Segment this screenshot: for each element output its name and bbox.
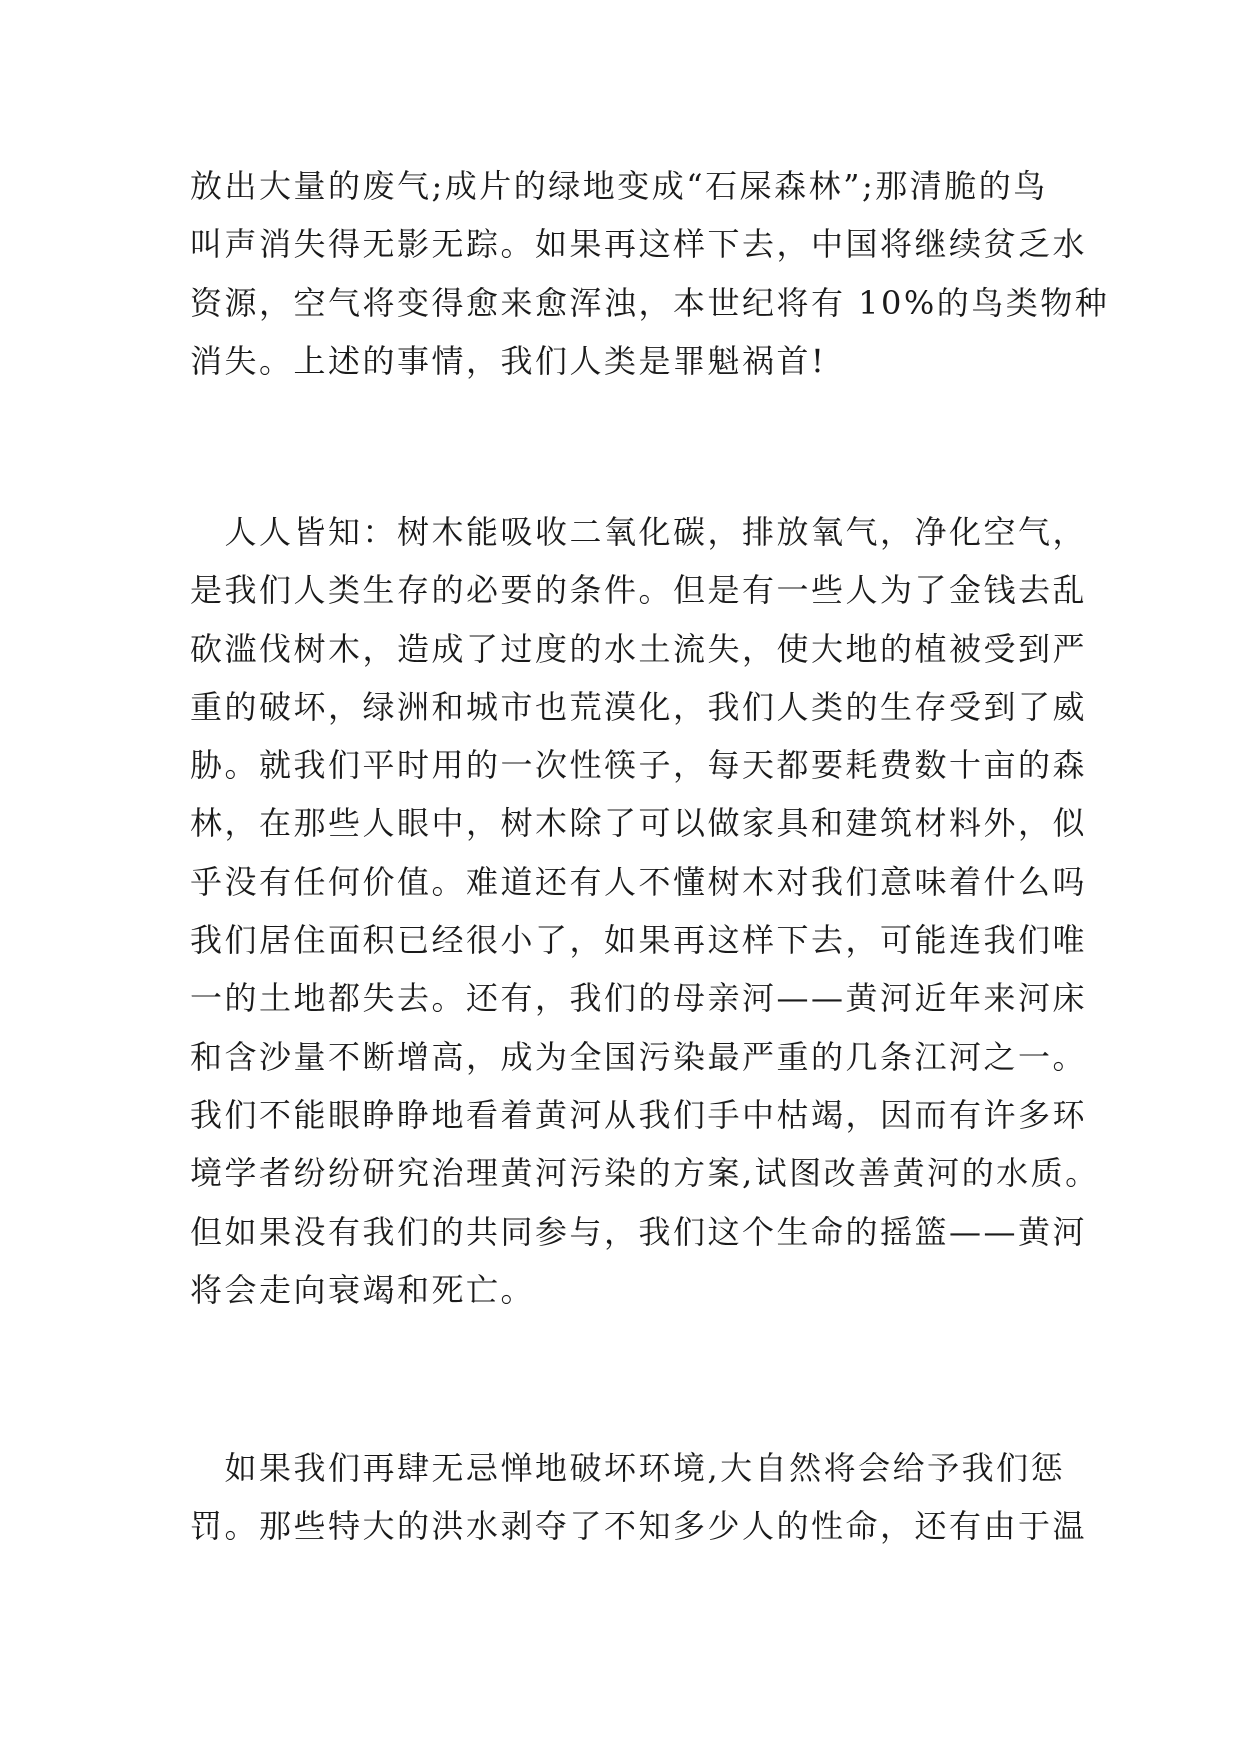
- text-line: 是我们人类生存的必要的条件。但是有一些人为了金钱去乱: [190, 571, 1088, 610]
- text-line: 我们不能眼睁睁地看着黄河从我们手中枯竭，因而有许多环: [190, 1095, 1088, 1134]
- text-line: 和含沙量不断增高，成为全国污染最严重的几条江河之一。: [190, 1037, 1088, 1076]
- text-line: 胁。就我们平时用的一次性筷子，每天都要耗费数十亩的森: [190, 746, 1088, 785]
- text-line: 重的破坏，绿洲和城市也荒漠化，我们人类的生存受到了威: [190, 687, 1088, 726]
- text-line: 如果我们再肆无忌惮地破坏环境,大自然将会给予我们惩: [190, 1449, 1066, 1487]
- paragraph-3: [190, 1439, 1090, 1556]
- text-line: 罚。那些特大的洪水剥夺了不知多少人的性命，还有由于温: [190, 1507, 1088, 1546]
- paragraph-2: [190, 503, 1100, 1319]
- text-line: 一的土地都失去。还有，我们的母亲河——黄河近年来河床: [190, 979, 1088, 1018]
- text-line: 但如果没有我们的共同参与，我们这个生命的摇篮——黄河: [190, 1212, 1088, 1251]
- paragraph-1: [190, 157, 1110, 390]
- text-line: 林，在那些人眼中，树木除了可以做家具和建筑材料外，似: [190, 804, 1088, 843]
- text-line: 砍滥伐树木，造成了过度的水土流失，使大地的植被受到严: [190, 629, 1088, 668]
- text-line: 放出大量的废气;成片的绿地变成“石屎森林”;那清脆的鸟: [190, 167, 1048, 205]
- text-line: 将会走向衰竭和死亡。: [190, 1270, 536, 1309]
- text-line: 叫声消失得无影无踪。如果再这样下去，中国将继续贫乏水: [190, 225, 1088, 264]
- text-line: 境学者纷纷研究治理黄河污染的方案,试图改善黄河的水质。: [190, 1154, 1100, 1193]
- text-line: 人人皆知：树木能吸收二氧化碳，排放氧气，净化空气，: [190, 513, 1088, 551]
- text-line: 消失。上述的事情，我们人类是罪魁祸首!: [190, 341, 827, 380]
- text-line: 我们居住面积已经很小了，如果再这样下去，可能连我们唯: [190, 921, 1088, 960]
- text-line: 乎没有任何价值。难道还有人不懂树木对我们意味着什么吗: [190, 862, 1088, 901]
- text-line: 资源，空气将变得愈来愈浑浊，本世纪将有 10%的鸟类物种: [190, 283, 1110, 322]
